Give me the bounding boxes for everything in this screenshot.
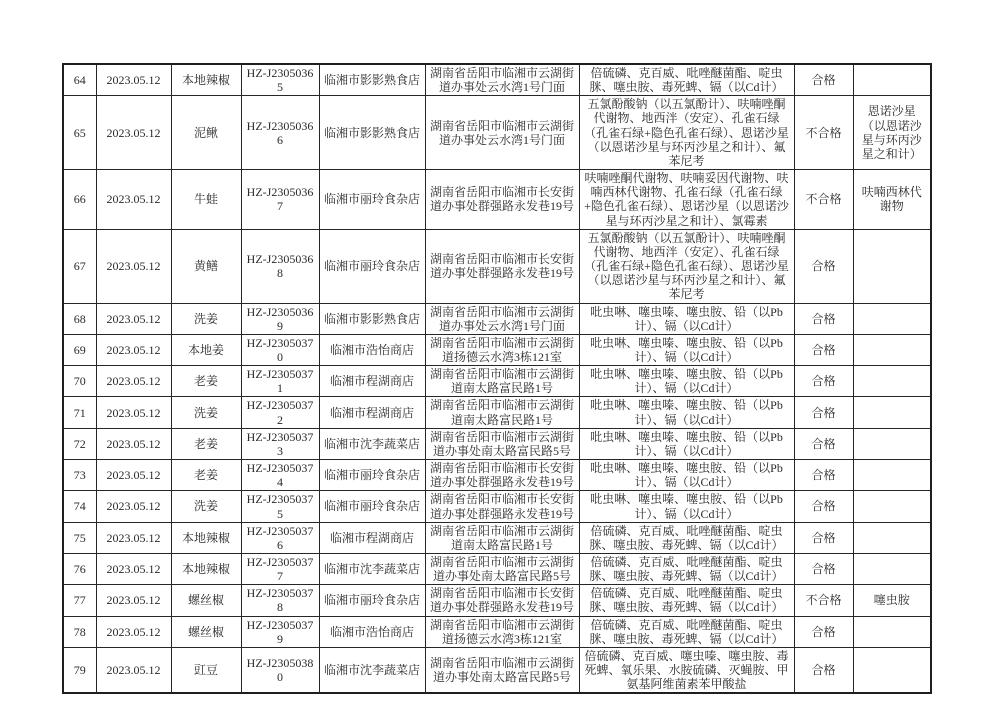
cell-store-name: 临湘市影影熟食店 xyxy=(319,303,425,334)
cell-test-items: 五氯酚酸钠（以五氯酚计）、呋喃唑酮代谢物、地西泮（安定）、孔雀石绿（孔雀石绿+隐色孔雀石绿）、恩诺沙星（以恩诺沙星与环丙沙星之和计）、氟苯尼考 xyxy=(579,96,794,170)
table-row xyxy=(63,616,931,647)
cell-sample-code: HZ-J23050372 xyxy=(241,397,319,428)
cell-sampling-date: 2023.05.12 xyxy=(96,522,171,553)
cell-result: 合格 xyxy=(794,334,853,365)
cell-sampling-date: 2023.05.12 xyxy=(96,460,171,491)
cell-sample-code: HZ-J23050378 xyxy=(241,585,319,616)
cell-result: 不合格 xyxy=(794,585,853,616)
cell-sample-code: HZ-J23050369 xyxy=(241,303,319,334)
cell-failed-items xyxy=(853,460,931,491)
table-row xyxy=(63,585,931,616)
cell-serial-number: 74 xyxy=(63,491,96,522)
cell-sample-name: 本地姜 xyxy=(171,334,241,365)
cell-store-name: 临湘市程湖商店 xyxy=(319,397,425,428)
cell-failed-items xyxy=(853,397,931,428)
cell-store-address: 湖南省岳阳市临湘市云湖街道办事处南太路富民路5号 xyxy=(425,554,579,585)
cell-serial-number: 65 xyxy=(63,96,96,170)
cell-store-name: 临湘市浩怡商店 xyxy=(319,616,425,647)
cell-store-address: 湖南省岳阳市临湘市长安街道办事处群强路永发巷19号 xyxy=(425,460,579,491)
cell-failed-items xyxy=(853,229,931,303)
cell-sampling-date: 2023.05.12 xyxy=(96,366,171,397)
cell-sample-name: 老姜 xyxy=(171,460,241,491)
cell-sampling-date: 2023.05.12 xyxy=(96,491,171,522)
cell-store-address: 湖南省岳阳市临湘市云湖街道扬德云水湾3栋121室 xyxy=(425,334,579,365)
cell-sample-code: HZ-J23050371 xyxy=(241,366,319,397)
cell-store-name: 临湘市沈李蔬菜店 xyxy=(319,647,425,693)
cell-sample-code: HZ-J23050376 xyxy=(241,522,319,553)
cell-result: 不合格 xyxy=(794,170,853,230)
cell-store-address: 湖南省岳阳市临湘市云湖街道办事处南太路富民路5号 xyxy=(425,647,579,693)
cell-test-items: 吡虫啉、噻虫嗪、噻虫胺、铅（以Pb计）、镉（以Cd计） xyxy=(579,366,794,397)
cell-sample-name: 本地辣椒 xyxy=(171,64,241,96)
cell-store-address: 湖南省岳阳市临湘市云湖街道扬德云水湾3栋121室 xyxy=(425,616,579,647)
cell-failed-items: 呋喃西林代谢物 xyxy=(853,170,931,230)
cell-store-address: 湖南省岳阳市临湘市云湖街道南太路富民路1号 xyxy=(425,522,579,553)
cell-store-address: 湖南省岳阳市临湘市云湖街道办事处云水湾1号门面 xyxy=(425,96,579,170)
cell-failed-items xyxy=(853,554,931,585)
cell-sample-code: HZ-J23050365 xyxy=(241,64,319,96)
cell-sampling-date: 2023.05.12 xyxy=(96,616,171,647)
cell-store-address: 湖南省岳阳市临湘市长安街道办事处群强路永发巷19号 xyxy=(425,229,579,303)
table-row xyxy=(63,229,931,303)
inspection-results-table xyxy=(62,63,932,694)
cell-store-name: 临湘市影影熟食店 xyxy=(319,64,425,96)
table-row xyxy=(63,334,931,365)
cell-result: 合格 xyxy=(794,366,853,397)
cell-sample-name: 螺丝椒 xyxy=(171,616,241,647)
cell-serial-number: 73 xyxy=(63,460,96,491)
cell-result: 不合格 xyxy=(794,96,853,170)
cell-test-items: 吡虫啉、噻虫嗪、噻虫胺、铅（以Pb计）、镉（以Cd计） xyxy=(579,460,794,491)
cell-result: 合格 xyxy=(794,397,853,428)
cell-test-items: 吡虫啉、噻虫嗪、噻虫胺、铅（以Pb计）、镉（以Cd计） xyxy=(579,491,794,522)
cell-failed-items xyxy=(853,616,931,647)
cell-sample-code: HZ-J23050377 xyxy=(241,554,319,585)
cell-serial-number: 75 xyxy=(63,522,96,553)
cell-sampling-date: 2023.05.12 xyxy=(96,554,171,585)
cell-result: 合格 xyxy=(794,491,853,522)
cell-store-name: 临湘市沈李蔬菜店 xyxy=(319,554,425,585)
table-row xyxy=(63,64,931,96)
cell-result: 合格 xyxy=(794,64,853,96)
cell-store-address: 湖南省岳阳市临湘市长安街道办事处群强路永发巷19号 xyxy=(425,170,579,230)
cell-serial-number: 79 xyxy=(63,647,96,693)
cell-store-name: 临湘市沈李蔬菜店 xyxy=(319,428,425,459)
cell-test-items: 倍硫磷、克百威、吡唑醚菌酯、啶虫脒、噻虫胺、毒死蜱、镉（以Cd计） xyxy=(579,554,794,585)
table-row xyxy=(63,428,931,459)
cell-sampling-date: 2023.05.12 xyxy=(96,334,171,365)
cell-sampling-date: 2023.05.12 xyxy=(96,64,171,96)
cell-sample-code: HZ-J23050375 xyxy=(241,491,319,522)
cell-sample-name: 豇豆 xyxy=(171,647,241,693)
cell-sample-name: 老姜 xyxy=(171,428,241,459)
cell-serial-number: 78 xyxy=(63,616,96,647)
cell-sampling-date: 2023.05.12 xyxy=(96,303,171,334)
cell-result: 合格 xyxy=(794,647,853,693)
cell-sampling-date: 2023.05.12 xyxy=(96,585,171,616)
cell-sample-code: HZ-J23050373 xyxy=(241,428,319,459)
cell-serial-number: 71 xyxy=(63,397,96,428)
cell-sampling-date: 2023.05.12 xyxy=(96,428,171,459)
table-row xyxy=(63,491,931,522)
cell-sample-name: 黄鳝 xyxy=(171,229,241,303)
cell-serial-number: 67 xyxy=(63,229,96,303)
cell-store-name: 临湘市丽玲食杂店 xyxy=(319,585,425,616)
cell-test-items: 倍硫磷、克百威、吡唑醚菌酯、啶虫脒、噻虫胺、毒死蜱、镉（以Cd计） xyxy=(579,585,794,616)
cell-failed-items xyxy=(853,522,931,553)
cell-store-address: 湖南省岳阳市临湘市云湖街道办事处云水湾1号门面 xyxy=(425,64,579,96)
table-row xyxy=(63,96,931,170)
cell-failed-items xyxy=(853,303,931,334)
cell-sampling-date: 2023.05.12 xyxy=(96,647,171,693)
cell-sample-name: 牛蛙 xyxy=(171,170,241,230)
cell-sample-code: HZ-J23050374 xyxy=(241,460,319,491)
cell-serial-number: 64 xyxy=(63,64,96,96)
cell-sample-name: 洗姜 xyxy=(171,303,241,334)
cell-test-items: 吡虫啉、噻虫嗪、噻虫胺、铅（以Pb计）、镉（以Cd计） xyxy=(579,397,794,428)
cell-store-name: 临湘市程湖商店 xyxy=(319,522,425,553)
cell-store-name: 临湘市影影熟食店 xyxy=(319,96,425,170)
cell-failed-items xyxy=(853,647,931,693)
cell-serial-number: 77 xyxy=(63,585,96,616)
cell-store-address: 湖南省岳阳市临湘市长安街道办事处群强路永发巷19号 xyxy=(425,585,579,616)
cell-test-items: 倍硫磷、克百威、吡唑醚菌酯、啶虫脒、噻虫胺、毒死蜱、镉（以Cd计） xyxy=(579,616,794,647)
cell-store-address: 湖南省岳阳市临湘市云湖街道办事处云水湾1号门面 xyxy=(425,303,579,334)
cell-sample-name: 泥鳅 xyxy=(171,96,241,170)
cell-sampling-date: 2023.05.12 xyxy=(96,96,171,170)
cell-sampling-date: 2023.05.12 xyxy=(96,170,171,230)
cell-sample-code: HZ-J23050366 xyxy=(241,96,319,170)
cell-test-items: 吡虫啉、噻虫嗪、噻虫胺、铅（以Pb计）、镉（以Cd计） xyxy=(579,334,794,365)
cell-sample-code: HZ-J23050379 xyxy=(241,616,319,647)
cell-failed-items xyxy=(853,334,931,365)
cell-test-items: 倍硫磷、克百威、吡唑醚菌酯、啶虫脒、噻虫胺、毒死蜱、镉（以Cd计） xyxy=(579,522,794,553)
cell-serial-number: 68 xyxy=(63,303,96,334)
table-row xyxy=(63,554,931,585)
cell-test-items: 倍硫磷、克百威、吡唑醚菌酯、啶虫脒、噻虫胺、毒死蜱、镉（以Cd计） xyxy=(579,64,794,96)
cell-sample-code: HZ-J23050380 xyxy=(241,647,319,693)
cell-result: 合格 xyxy=(794,229,853,303)
table-row xyxy=(63,647,931,693)
inspection-table-body xyxy=(63,64,931,693)
cell-sampling-date: 2023.05.12 xyxy=(96,229,171,303)
cell-failed-items: 恩诺沙星（以恩诺沙星与环丙沙星之和计） xyxy=(853,96,931,170)
cell-result: 合格 xyxy=(794,616,853,647)
cell-sample-code: HZ-J23050367 xyxy=(241,170,319,230)
cell-sample-code: HZ-J23050370 xyxy=(241,334,319,365)
cell-sample-name: 老姜 xyxy=(171,366,241,397)
cell-sample-name: 螺丝椒 xyxy=(171,585,241,616)
cell-store-name: 临湘市丽玲食杂店 xyxy=(319,229,425,303)
cell-test-items: 吡虫啉、噻虫嗪、噻虫胺、铅（以Pb计）、镉（以Cd计） xyxy=(579,428,794,459)
cell-test-items: 倍硫磷、克百威、噻虫嗪、噻虫胺、毒死蜱、氧乐果、水胺硫磷、灭蝇胺、甲氨基阿维菌素苯甲酸盐 xyxy=(579,647,794,693)
cell-serial-number: 66 xyxy=(63,170,96,230)
cell-store-address: 湖南省岳阳市临湘市云湖街道办事处南太路富民路5号 xyxy=(425,428,579,459)
cell-store-address: 湖南省岳阳市临湘市长安街道办事处群强路永发巷19号 xyxy=(425,491,579,522)
cell-result: 合格 xyxy=(794,460,853,491)
cell-result: 合格 xyxy=(794,554,853,585)
cell-sample-name: 本地辣椒 xyxy=(171,522,241,553)
cell-test-items: 五氯酚酸钠（以五氯酚计）、呋喃唑酮代谢物、地西泮（安定）、孔雀石绿（孔雀石绿+隐色孔雀石绿）、恩诺沙星（以恩诺沙星与环丙沙星之和计）、氟苯尼考 xyxy=(579,229,794,303)
table-row xyxy=(63,170,931,230)
cell-sampling-date: 2023.05.12 xyxy=(96,397,171,428)
cell-store-name: 临湘市丽玲食杂店 xyxy=(319,170,425,230)
cell-result: 合格 xyxy=(794,428,853,459)
cell-sample-code: HZ-J23050368 xyxy=(241,229,319,303)
cell-store-address: 湖南省岳阳市临湘市云湖街道南太路富民路1号 xyxy=(425,366,579,397)
cell-failed-items xyxy=(853,64,931,96)
cell-failed-items xyxy=(853,366,931,397)
table-row xyxy=(63,522,931,553)
cell-result: 合格 xyxy=(794,522,853,553)
cell-serial-number: 76 xyxy=(63,554,96,585)
cell-store-name: 临湘市程湖商店 xyxy=(319,366,425,397)
cell-failed-items xyxy=(853,428,931,459)
table-row xyxy=(63,366,931,397)
table-row xyxy=(63,303,931,334)
cell-sample-name: 洗姜 xyxy=(171,397,241,428)
cell-result: 合格 xyxy=(794,303,853,334)
cell-serial-number: 72 xyxy=(63,428,96,459)
cell-sample-name: 本地辣椒 xyxy=(171,554,241,585)
cell-failed-items: 噻虫胺 xyxy=(853,585,931,616)
cell-store-name: 临湘市丽玲食杂店 xyxy=(319,491,425,522)
cell-store-name: 临湘市浩怡商店 xyxy=(319,334,425,365)
cell-test-items: 吡虫啉、噻虫嗪、噻虫胺、铅（以Pb计）、镉（以Cd计） xyxy=(579,303,794,334)
cell-store-name: 临湘市丽玲食杂店 xyxy=(319,460,425,491)
cell-failed-items xyxy=(853,491,931,522)
table-row xyxy=(63,397,931,428)
cell-serial-number: 69 xyxy=(63,334,96,365)
cell-serial-number: 70 xyxy=(63,366,96,397)
cell-sample-name: 洗姜 xyxy=(171,491,241,522)
table-row xyxy=(63,460,931,491)
cell-store-address: 湖南省岳阳市临湘市云湖街道南太路富民路1号 xyxy=(425,397,579,428)
cell-test-items: 呋喃唑酮代谢物、呋喃妥因代谢物、呋喃西林代谢物、孔雀石绿（孔雀石绿+隐色孔雀石绿）、恩诺沙星（以恩诺沙星与环丙沙星之和计）、氯霉素 xyxy=(579,170,794,230)
